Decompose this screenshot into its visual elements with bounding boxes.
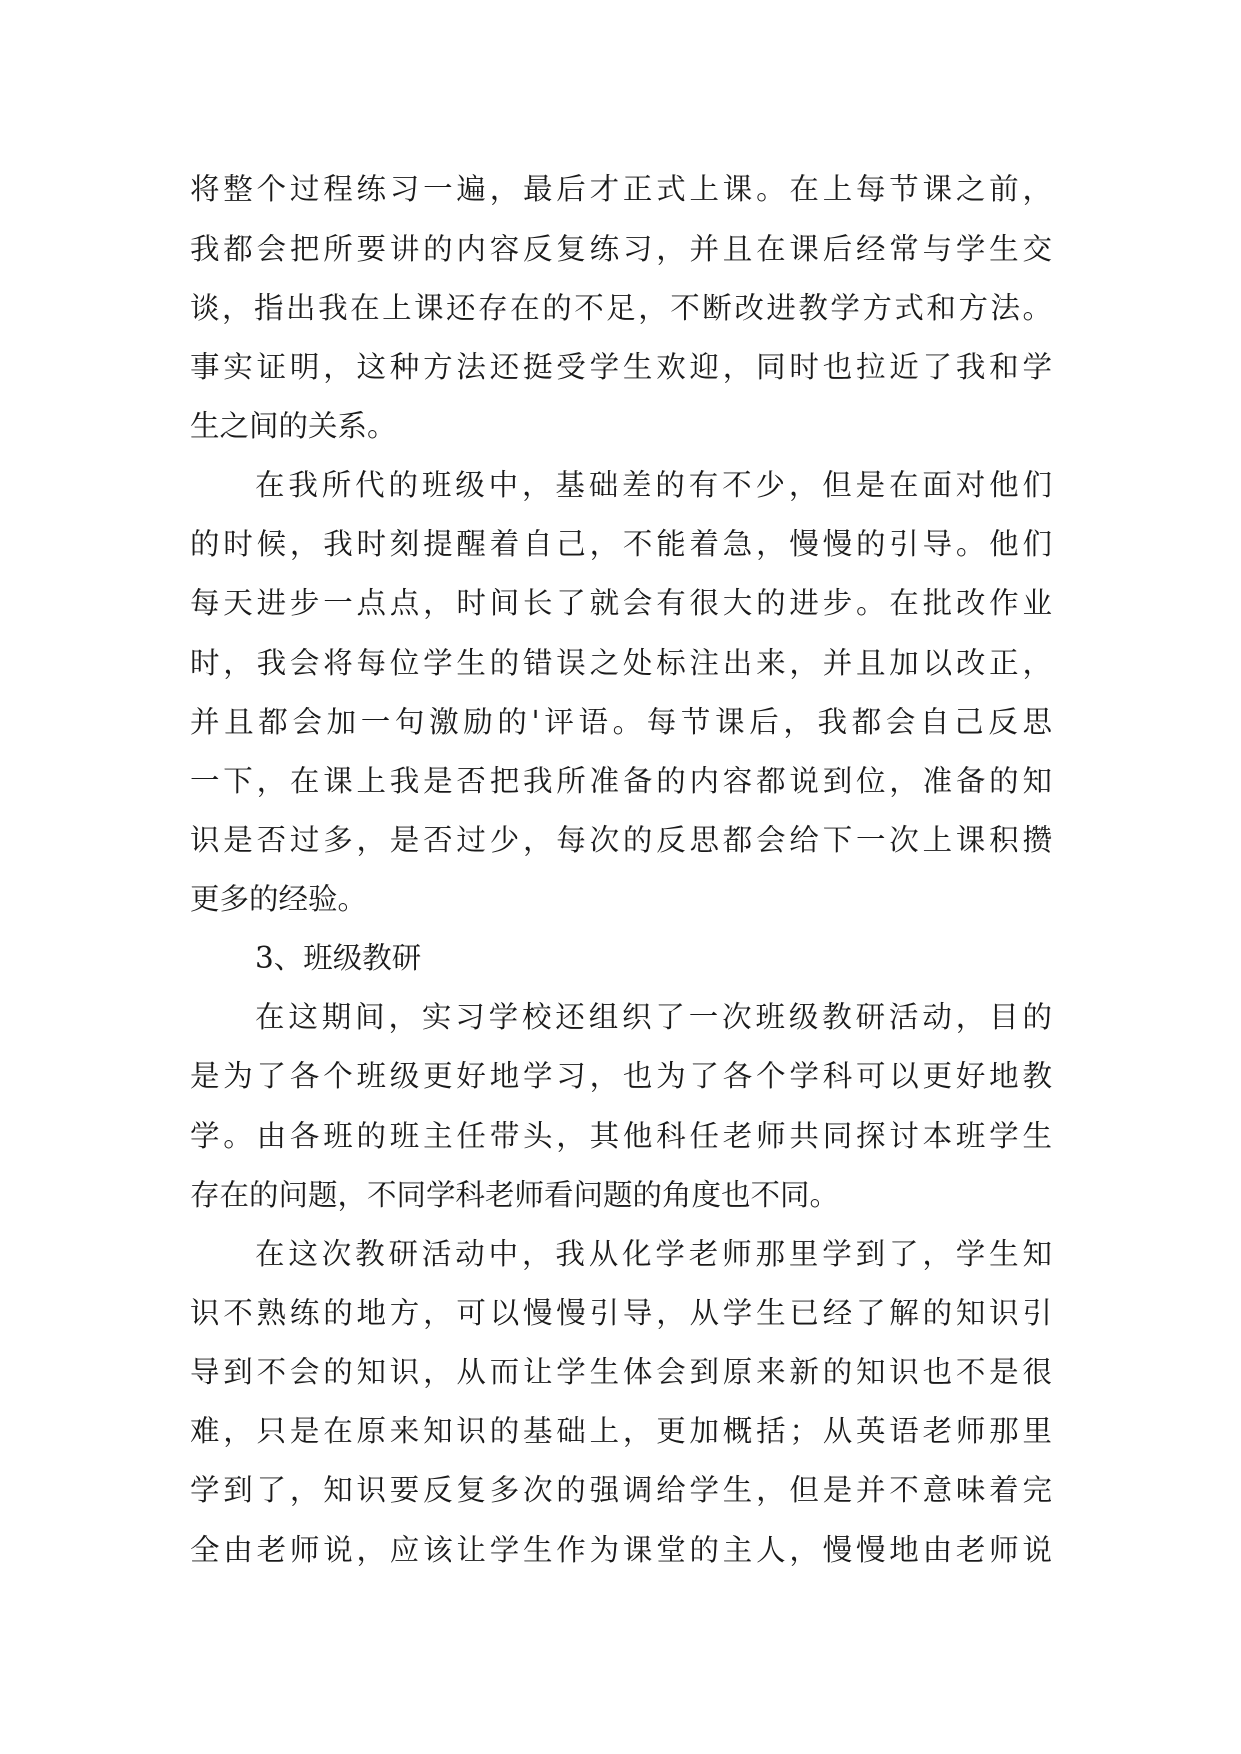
text-line: 全由老师说，应该让学生作为课堂的主人，慢慢地由老师说	[190, 1533, 1052, 1567]
text-line: 存在的问题，不同学科老师看问题的角度也不同。	[190, 1178, 840, 1212]
paragraph-first-line: 在这期间，实习学校还组织了一次班级教研活动，目的	[255, 1000, 1052, 1034]
text-line: 的时候，我时刻提醒着自己，不能着急，慢慢的引导。他们	[190, 527, 1052, 561]
text-line: 更多的经验。	[190, 882, 368, 916]
text-line: 生之间的关系。	[190, 409, 397, 443]
text-line: 谈，指出我在上课还存在的不足，不断改进教学方式和方法。	[190, 291, 1052, 325]
section-heading: 3、班级教研	[255, 941, 422, 975]
paragraph-first-line: 在我所代的班级中，基础差的有不少，但是在面对他们	[255, 468, 1052, 502]
text-line: 是为了各个班级更好地学习，也为了各个学科可以更好地教	[190, 1059, 1052, 1093]
text-line: 每天进步一点点，时间长了就会有很大的进步。在批改作业	[190, 586, 1052, 620]
text-line: 导到不会的知识，从而让学生体会到原来新的知识也不是很	[190, 1355, 1052, 1389]
text-line: 将整个过程练习一遍，最后才正式上课。在上每节课之前，	[190, 172, 1052, 206]
text-line: 学到了，知识要反复多次的强调给学生，但是并不意味着完	[190, 1473, 1052, 1507]
paragraph-first-line: 在这次教研活动中，我从化学老师那里学到了，学生知	[255, 1237, 1052, 1271]
text-line: 学。由各班的班主任带头，其他科任老师共同探讨本班学生	[190, 1119, 1052, 1153]
text-line: 时，我会将每位学生的错误之处标注出来，并且加以改正，	[190, 646, 1052, 680]
text-line: 难，只是在原来知识的基础上，更加概括；从英语老师那里	[190, 1414, 1052, 1448]
text-line: 事实证明，这种方法还挺受学生欢迎，同时也拉近了我和学	[190, 350, 1052, 384]
text-line: 识不熟练的地方，可以慢慢引导，从学生已经了解的知识引	[190, 1296, 1052, 1330]
text-line: 一下，在课上我是否把我所准备的内容都说到位，准备的知	[190, 764, 1052, 798]
text-line: 我都会把所要讲的内容反复练习，并且在课后经常与学生交	[190, 232, 1052, 266]
text-line: 并且都会加一句激励的'评语。每节课后，我都会自己反思	[190, 705, 1052, 739]
text-line: 识是否过多，是否过少，每次的反思都会给下一次上课积攒	[190, 823, 1052, 857]
